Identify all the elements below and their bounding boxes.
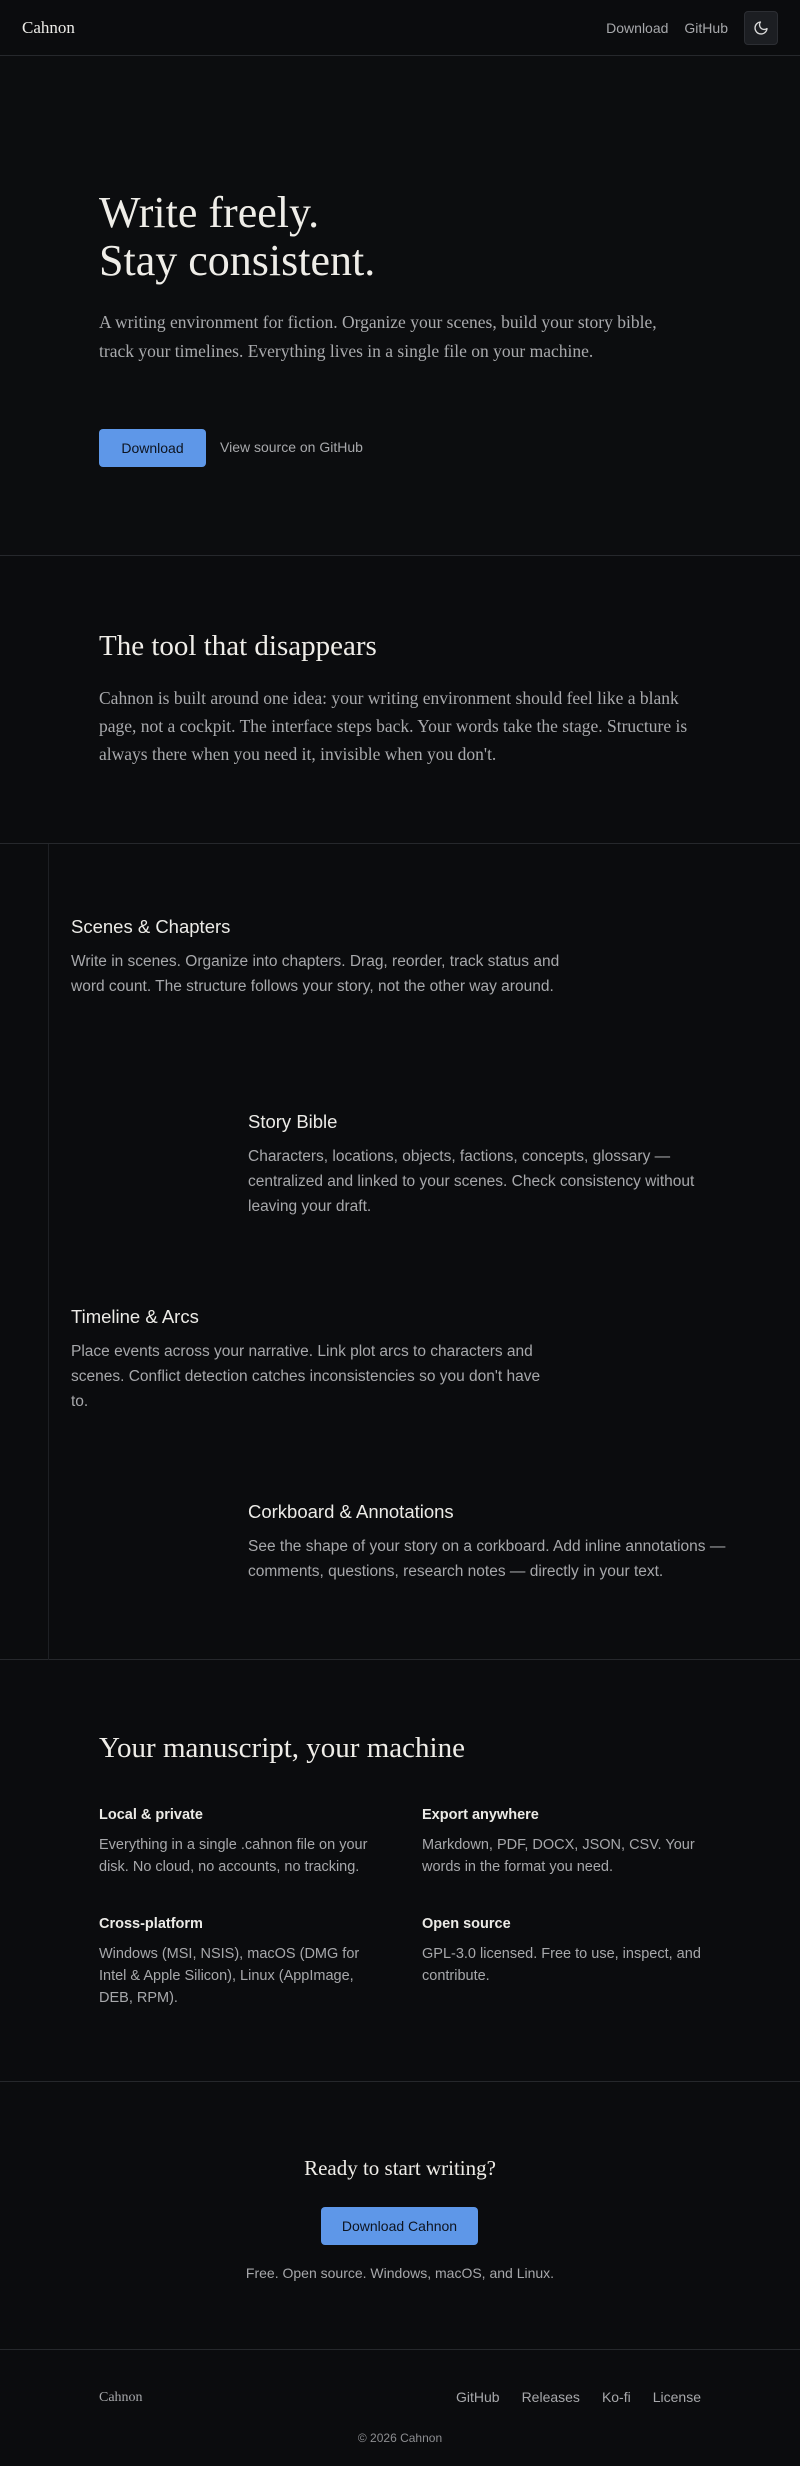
hero-title-line-2: Stay consistent. bbox=[99, 236, 376, 285]
timeline-rail bbox=[48, 844, 49, 1660]
benefit-body: Windows (MSI, NSIS), macOS (DMG for Intel & Apple Silicon), Linux (AppImage, DEB, RPM). bbox=[99, 1946, 360, 2006]
footer-link-github[interactable]: GitHub bbox=[455, 2389, 500, 2405]
benefit-body: Markdown, PDF, DOCX, JSON, CSV. Your words in the format you need. bbox=[422, 1837, 695, 1875]
feature-corkboard-annotations bbox=[248, 1501, 728, 1584]
hero-section bbox=[0, 56, 800, 556]
footer-brand: Cahnon bbox=[99, 2390, 143, 2405]
benefit-cross-platform bbox=[99, 1916, 379, 2009]
top-nav bbox=[0, 0, 800, 56]
benefit-local-private bbox=[99, 1807, 379, 1878]
benefit-title: Local & private bbox=[99, 1807, 203, 1823]
feature-body: Place events across your narrative. Link plot arcs to characters and scenes. Conflict detection catches inconsistencies so you don't have to. bbox=[71, 1343, 541, 1410]
features-section bbox=[0, 844, 800, 1660]
theme-toggle-button[interactable] bbox=[744, 11, 778, 45]
footer bbox=[0, 2350, 800, 2466]
nav-link-github[interactable]: GitHub bbox=[684, 19, 728, 36]
brand-logo[interactable]: Cahnon bbox=[22, 17, 75, 37]
benefit-title: Open source bbox=[422, 1916, 511, 1932]
nav-link-download[interactable]: Download bbox=[606, 19, 669, 36]
hero-subtitle: A writing environment for fiction. Organize your scenes, build your story bible, track your timelines. Everything lives in a single file on your machine. bbox=[99, 312, 657, 361]
benefit-title: Cross-platform bbox=[99, 1916, 203, 1932]
download-cahnon-button[interactable]: Download Cahnon bbox=[321, 2207, 478, 2245]
feature-timeline-arcs bbox=[71, 1306, 561, 1414]
hero-title-line-1: Write freely. bbox=[99, 188, 320, 237]
cta-note: Free. Open source. Windows, macOS, and Linux. bbox=[245, 2265, 555, 2281]
feature-body: Write in scenes. Organize into chapters. Drag, reorder, track status and word count. The structure follows your story, not the other way around. bbox=[71, 953, 560, 995]
benefit-open-source bbox=[422, 1916, 702, 1987]
footer-link-releases[interactable]: Releases bbox=[521, 2389, 580, 2405]
manuscript-title: Your manuscript, your machine bbox=[99, 1732, 465, 1764]
feature-body: Characters, locations, objects, factions, concepts, glossary — centralized and linked to your scenes. Check consistency without leaving your draft. bbox=[248, 1148, 695, 1215]
copyright: © 2026 Cahnon bbox=[357, 2431, 443, 2445]
benefit-export-anywhere bbox=[422, 1807, 702, 1878]
benefit-body: Everything in a single .cahnon file on your disk. No cloud, no accounts, no tracking. bbox=[99, 1837, 368, 1875]
feature-story-bible bbox=[248, 1111, 728, 1219]
cta-title: Ready to start writing? bbox=[304, 2156, 496, 2180]
feature-title: Scenes & Chapters bbox=[71, 916, 231, 937]
benefit-title: Export anywhere bbox=[422, 1807, 539, 1823]
hero-title bbox=[99, 189, 375, 285]
feature-body: See the shape of your story on a corkboard. Add inline annotations — comments, questions, research notes — directly in your text. bbox=[248, 1538, 726, 1580]
moon-icon bbox=[753, 20, 769, 36]
feature-title: Story Bible bbox=[248, 1111, 338, 1132]
philosophy-body: Cahnon is built around one idea: your writing environment should feel like a blank page, not a cockpit. The interface steps back. Your words take the stage. Structure is always there when you need it, invisible when you don't. bbox=[99, 688, 688, 764]
cta-section bbox=[0, 2082, 800, 2350]
feature-title: Corkboard & Annotations bbox=[248, 1501, 454, 1522]
benefit-body: GPL-3.0 licensed. Free to use, inspect, and contribute. bbox=[422, 1946, 701, 1984]
hero-download-button[interactable]: Download bbox=[99, 429, 206, 467]
footer-link-kofi[interactable]: Ko-fi bbox=[601, 2389, 631, 2405]
footer-links bbox=[434, 2389, 701, 2405]
philosophy-section bbox=[0, 556, 800, 844]
feature-scenes-chapters bbox=[71, 916, 561, 999]
manuscript-section bbox=[0, 1660, 800, 2082]
nav-links bbox=[606, 11, 778, 45]
philosophy-title: The tool that disappears bbox=[99, 630, 377, 662]
footer-link-license[interactable]: License bbox=[652, 2389, 701, 2405]
feature-title: Timeline & Arcs bbox=[71, 1306, 199, 1327]
view-source-link[interactable]: View source on GitHub bbox=[220, 439, 363, 455]
